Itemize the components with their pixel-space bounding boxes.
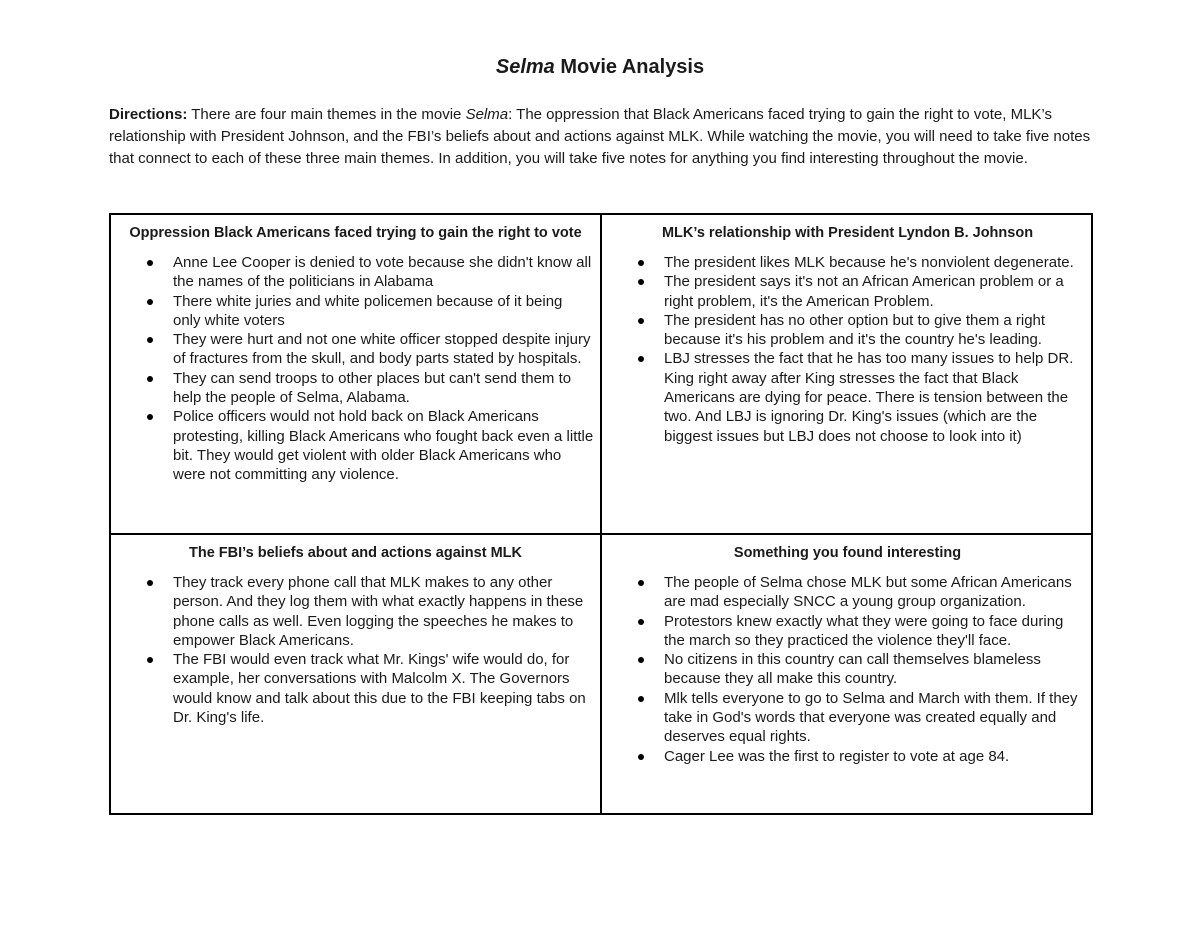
note-text: The president says it's not an African American problem or a right problem, it's the American Problem.	[664, 273, 1064, 310]
directions-paragraph	[109, 104, 1099, 170]
note-item	[664, 311, 1087, 350]
quadrant-fbi	[111, 535, 602, 813]
bullet-icon	[147, 337, 153, 343]
note-text: There white juries and white policemen because of it being only white voters	[173, 292, 563, 329]
notes-list	[608, 253, 1087, 446]
note-item	[664, 253, 1087, 272]
note-item	[173, 573, 594, 650]
note-text: Protestors knew exactly what they were going to face during the march so they practiced the violence they'll face.	[664, 612, 1064, 649]
bullet-icon	[147, 376, 153, 382]
bullet-icon	[638, 318, 644, 324]
note-item	[664, 612, 1087, 651]
bullet-icon	[638, 696, 644, 702]
bullet-icon	[638, 619, 644, 625]
note-text: Mlk tells everyone to go to Selma and March with them. If they take in God's words that everyone was created equally and deserves equal rights.	[664, 689, 1078, 746]
note-text: Police officers would not hold back on Black Americans protesting, killing Black Americans who fought back even a little bit. They would get violent with older Black Americans who were not committing any violence.	[173, 408, 594, 484]
quadrant-heading: The FBI’s beliefs about and actions against MLK	[188, 545, 522, 561]
note-text: The president likes MLK because he's nonviolent degenerate.	[664, 254, 1074, 271]
bullet-icon	[147, 580, 153, 586]
themes-table	[109, 213, 1093, 815]
note-text: LBJ stresses the fact that he has too many issues to help DR. King right away after King stresses the fact that Black Americans are dying for peace. There is tension between the two. And LBJ is ignoring Dr. King's issues (which are the biggest issues but LBJ does not choose to look into it)	[664, 350, 1074, 445]
quadrant-oppression	[111, 215, 602, 535]
quadrant-interesting	[602, 535, 1093, 813]
bullet-icon	[147, 260, 153, 266]
quadrant-heading: MLK’s relationship with President Lyndon B. Johnson	[661, 225, 1034, 241]
quadrant-mlk-lbj	[602, 215, 1093, 535]
bullet-icon	[638, 754, 644, 760]
note-item	[173, 650, 594, 727]
note-item	[664, 349, 1087, 445]
directions-movie-name: Selma	[465, 106, 509, 123]
note-text: They track every phone call that MLK makes to any other person. And they log them with what exactly happens in these phone calls as well. Even logging the speeches he makes to empower Black Americans.	[173, 574, 584, 649]
note-item	[173, 369, 594, 408]
bullet-icon	[147, 657, 153, 663]
note-item	[664, 747, 1087, 766]
quadrant-heading: Oppression Black Americans faced trying to gain the right to vote	[129, 225, 582, 241]
note-item	[664, 573, 1087, 612]
notes-list	[117, 253, 594, 485]
directions-text-1: There are four main themes in the movie	[187, 106, 466, 123]
note-text: They were hurt and not one white officer stopped despite injury of fractures from the skull, and body parts stated by hospitals.	[173, 331, 591, 368]
directions-label: Directions:	[109, 106, 188, 123]
note-text: Anne Lee Cooper is denied to vote because she didn't know all the names of the politicians in Alabama	[173, 254, 592, 291]
note-item	[173, 407, 594, 484]
title-movie-name: Selma	[495, 56, 555, 78]
bullet-icon	[638, 356, 644, 362]
note-text: The president has no other option but to give them a right because it's his problem and it's the country he's leading.	[664, 311, 1046, 349]
note-item	[664, 650, 1087, 689]
bullet-icon	[147, 414, 153, 420]
note-item	[173, 253, 594, 292]
bullet-icon	[638, 260, 644, 266]
note-text: Cager Lee was the first to register to vote at age 84.	[664, 747, 1010, 765]
note-text: They can send troops to other places but can't send them to help the people of Selma, Alabama.	[173, 369, 572, 407]
note-text: The people of Selma chose MLK but some African Americans are mad especially SNCC a young group organization.	[664, 574, 1072, 611]
bullet-icon	[638, 279, 644, 285]
bullet-icon	[638, 580, 644, 586]
quadrant-heading: Something you found interesting	[733, 545, 962, 561]
bullet-icon	[147, 299, 153, 305]
note-item	[664, 272, 1087, 311]
directions-text-2: : The oppression that Black Americans faced trying to gain the right to vote, MLK’s relationship with President Johnson, and the FBI’s beliefs about and actions against MLK. While watching the movie, you will need to take five notes that connect to each of these three main themes. In addition, you will take five notes for anything you find interesting throughout the movie.	[109, 106, 1091, 167]
bullet-icon	[638, 657, 644, 663]
note-text: The FBI would even track what Mr. Kings' wife would do, for example, her conversations with Malcolm X. The Governors would know and talk about this due to the FBI keeping tabs on Dr. King's life.	[173, 651, 586, 727]
notes-list	[608, 573, 1087, 766]
title-rest: Movie Analysis	[554, 56, 705, 78]
note-text: No citizens in this country can call themselves blameless because they all make this country.	[664, 651, 1041, 688]
note-item	[173, 330, 594, 369]
note-item	[664, 689, 1087, 747]
page-title	[0, 55, 1200, 79]
notes-list	[117, 573, 594, 727]
note-item	[173, 292, 594, 331]
